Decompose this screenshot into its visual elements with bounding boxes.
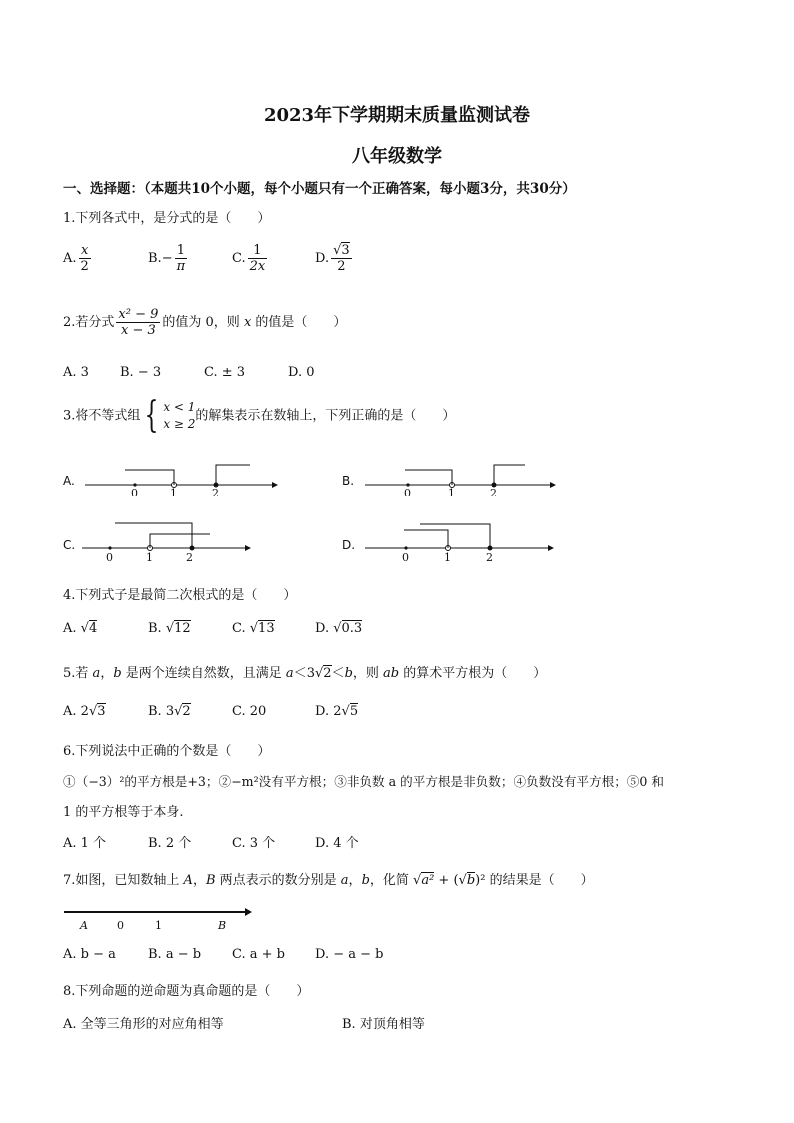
svg-text:1: 1 (444, 551, 451, 562)
svg-text:0: 0 (117, 919, 124, 932)
question-4-option-a: A. √4 (63, 621, 98, 636)
question-6-stem: 6.下列说法中正确的个数是（ ） (63, 744, 271, 759)
question-2-option-b: B. − 3 (120, 365, 162, 380)
question-4-option-d: D. √0.3 (315, 621, 363, 636)
question-5-stem: 5.若 a，b 是两个连续自然数，且满足 a＜3√2＜b，则 ab 的算术平方根为（ ） (63, 666, 547, 681)
q3-option-a-number-line (80, 456, 280, 496)
question-2-stem: 2.若分式 $\frac{\text{x² − 9}}{x - 3}$ 的值为 0，则 x 的值是（ ） (63, 307, 347, 338)
tick-0: 0 (131, 487, 138, 496)
svg-text:B: B (218, 919, 227, 932)
question-4-option-c: C. √13 (232, 621, 275, 636)
question-2-option-d: D. 0 (288, 365, 315, 380)
question-8-option-a: A. 全等三角形的对应角相等 (63, 1017, 224, 1032)
svg-text:0: 0 (404, 487, 411, 496)
section-heading: 一、选择题：（本题共10个小题，每个小题只有一个正确答案，每小题3分，共30分） (63, 181, 576, 197)
question-7-option-a: A. b − a (63, 947, 116, 962)
question-5-option-b: B. 3√2 (148, 704, 191, 719)
question-6-option-b: B. 2 个 (148, 836, 192, 851)
question-1-option-c: C. $\frac{1}{2x}$ (232, 243, 266, 274)
q3-option-b-number-line (360, 456, 560, 496)
question-4-stem: 4.下列式子是最简二次根式的是（ ） (63, 588, 297, 603)
question-8-stem: 8.下列命题的逆命题为真命题的是（ ） (63, 984, 310, 999)
question-7-option-b: B. a − b (148, 947, 202, 962)
question-1-stem: 1.下列各式中，是分式的是（ ） (63, 211, 271, 226)
question-4-option-b: B. √12 (148, 621, 191, 636)
page-subtitle: 八年级数学 (352, 146, 442, 167)
question-6-option-a: A. 1 个 (63, 836, 107, 851)
question-6-option-d: D. 4 个 (315, 836, 359, 851)
question-2-option-c: C. ± 3 (204, 365, 246, 380)
question-7-option-d: D. − a − b (315, 947, 384, 962)
svg-text:1: 1 (155, 919, 162, 932)
svg-text:1: 1 (146, 551, 153, 562)
svg-text:2: 2 (186, 551, 193, 562)
question-8-option-b: B. 对顶角相等 (342, 1017, 425, 1032)
question-6-statements: ①（−3）²的平方根是+3；②−m²没有平方根；③非负数 a 的平方根是非负数；④负数没有平方根；⑤0 和 (63, 774, 665, 789)
question-1-option-d: D. $\frac{√3}{2}$ (315, 243, 350, 274)
question-7-stem: 7.如图，已知数轴上 A，B 两点表示的数分别是 a，b，化简 √a² + (√b)² 的结果是（ ） (63, 873, 594, 888)
q3-option-a-label: A. (63, 474, 75, 488)
svg-text:1: 1 (448, 487, 455, 496)
svg-text:0: 0 (402, 551, 409, 562)
svg-text:A: A (80, 919, 88, 932)
q3-option-b-label: B. (342, 474, 355, 488)
tick-1: 1 (170, 487, 177, 496)
question-1-option-b: B.− $\frac{1}{\pi}$ (148, 243, 186, 274)
question-3-stem: 3.将不等式组 { x < 1 x ≥ 2 的解集表示在数轴上，下列正确的是（ ） (63, 395, 456, 436)
question-1-option-a: A. $\frac{x}{2}$ (63, 243, 89, 274)
question-7-option-c: C. a + b (232, 947, 285, 962)
svg-text:0: 0 (106, 551, 113, 562)
question-5-option-d: D. 2√5 (315, 704, 359, 719)
question-6-statements-cont: 1 的平方根等于本身. (63, 805, 184, 820)
svg-text:2: 2 (486, 551, 493, 562)
question-7-number-line (62, 903, 257, 933)
question-2-option-a: A. 3 (63, 365, 89, 380)
question-5-option-a: A. 2√3 (63, 704, 106, 719)
page-title: 2023年下学期期末质量监测试卷 (263, 105, 531, 126)
question-6-option-c: C. 3 个 (232, 836, 276, 851)
q3-option-c-label: C. (63, 538, 76, 552)
q3-option-d-label: D. (342, 538, 356, 552)
tick-2: 2 (212, 487, 219, 496)
q3-option-c-number-line (80, 518, 260, 562)
q3-option-d-number-line (360, 518, 560, 562)
svg-text:2: 2 (490, 487, 497, 496)
question-5-option-c: C. 20 (232, 704, 267, 719)
